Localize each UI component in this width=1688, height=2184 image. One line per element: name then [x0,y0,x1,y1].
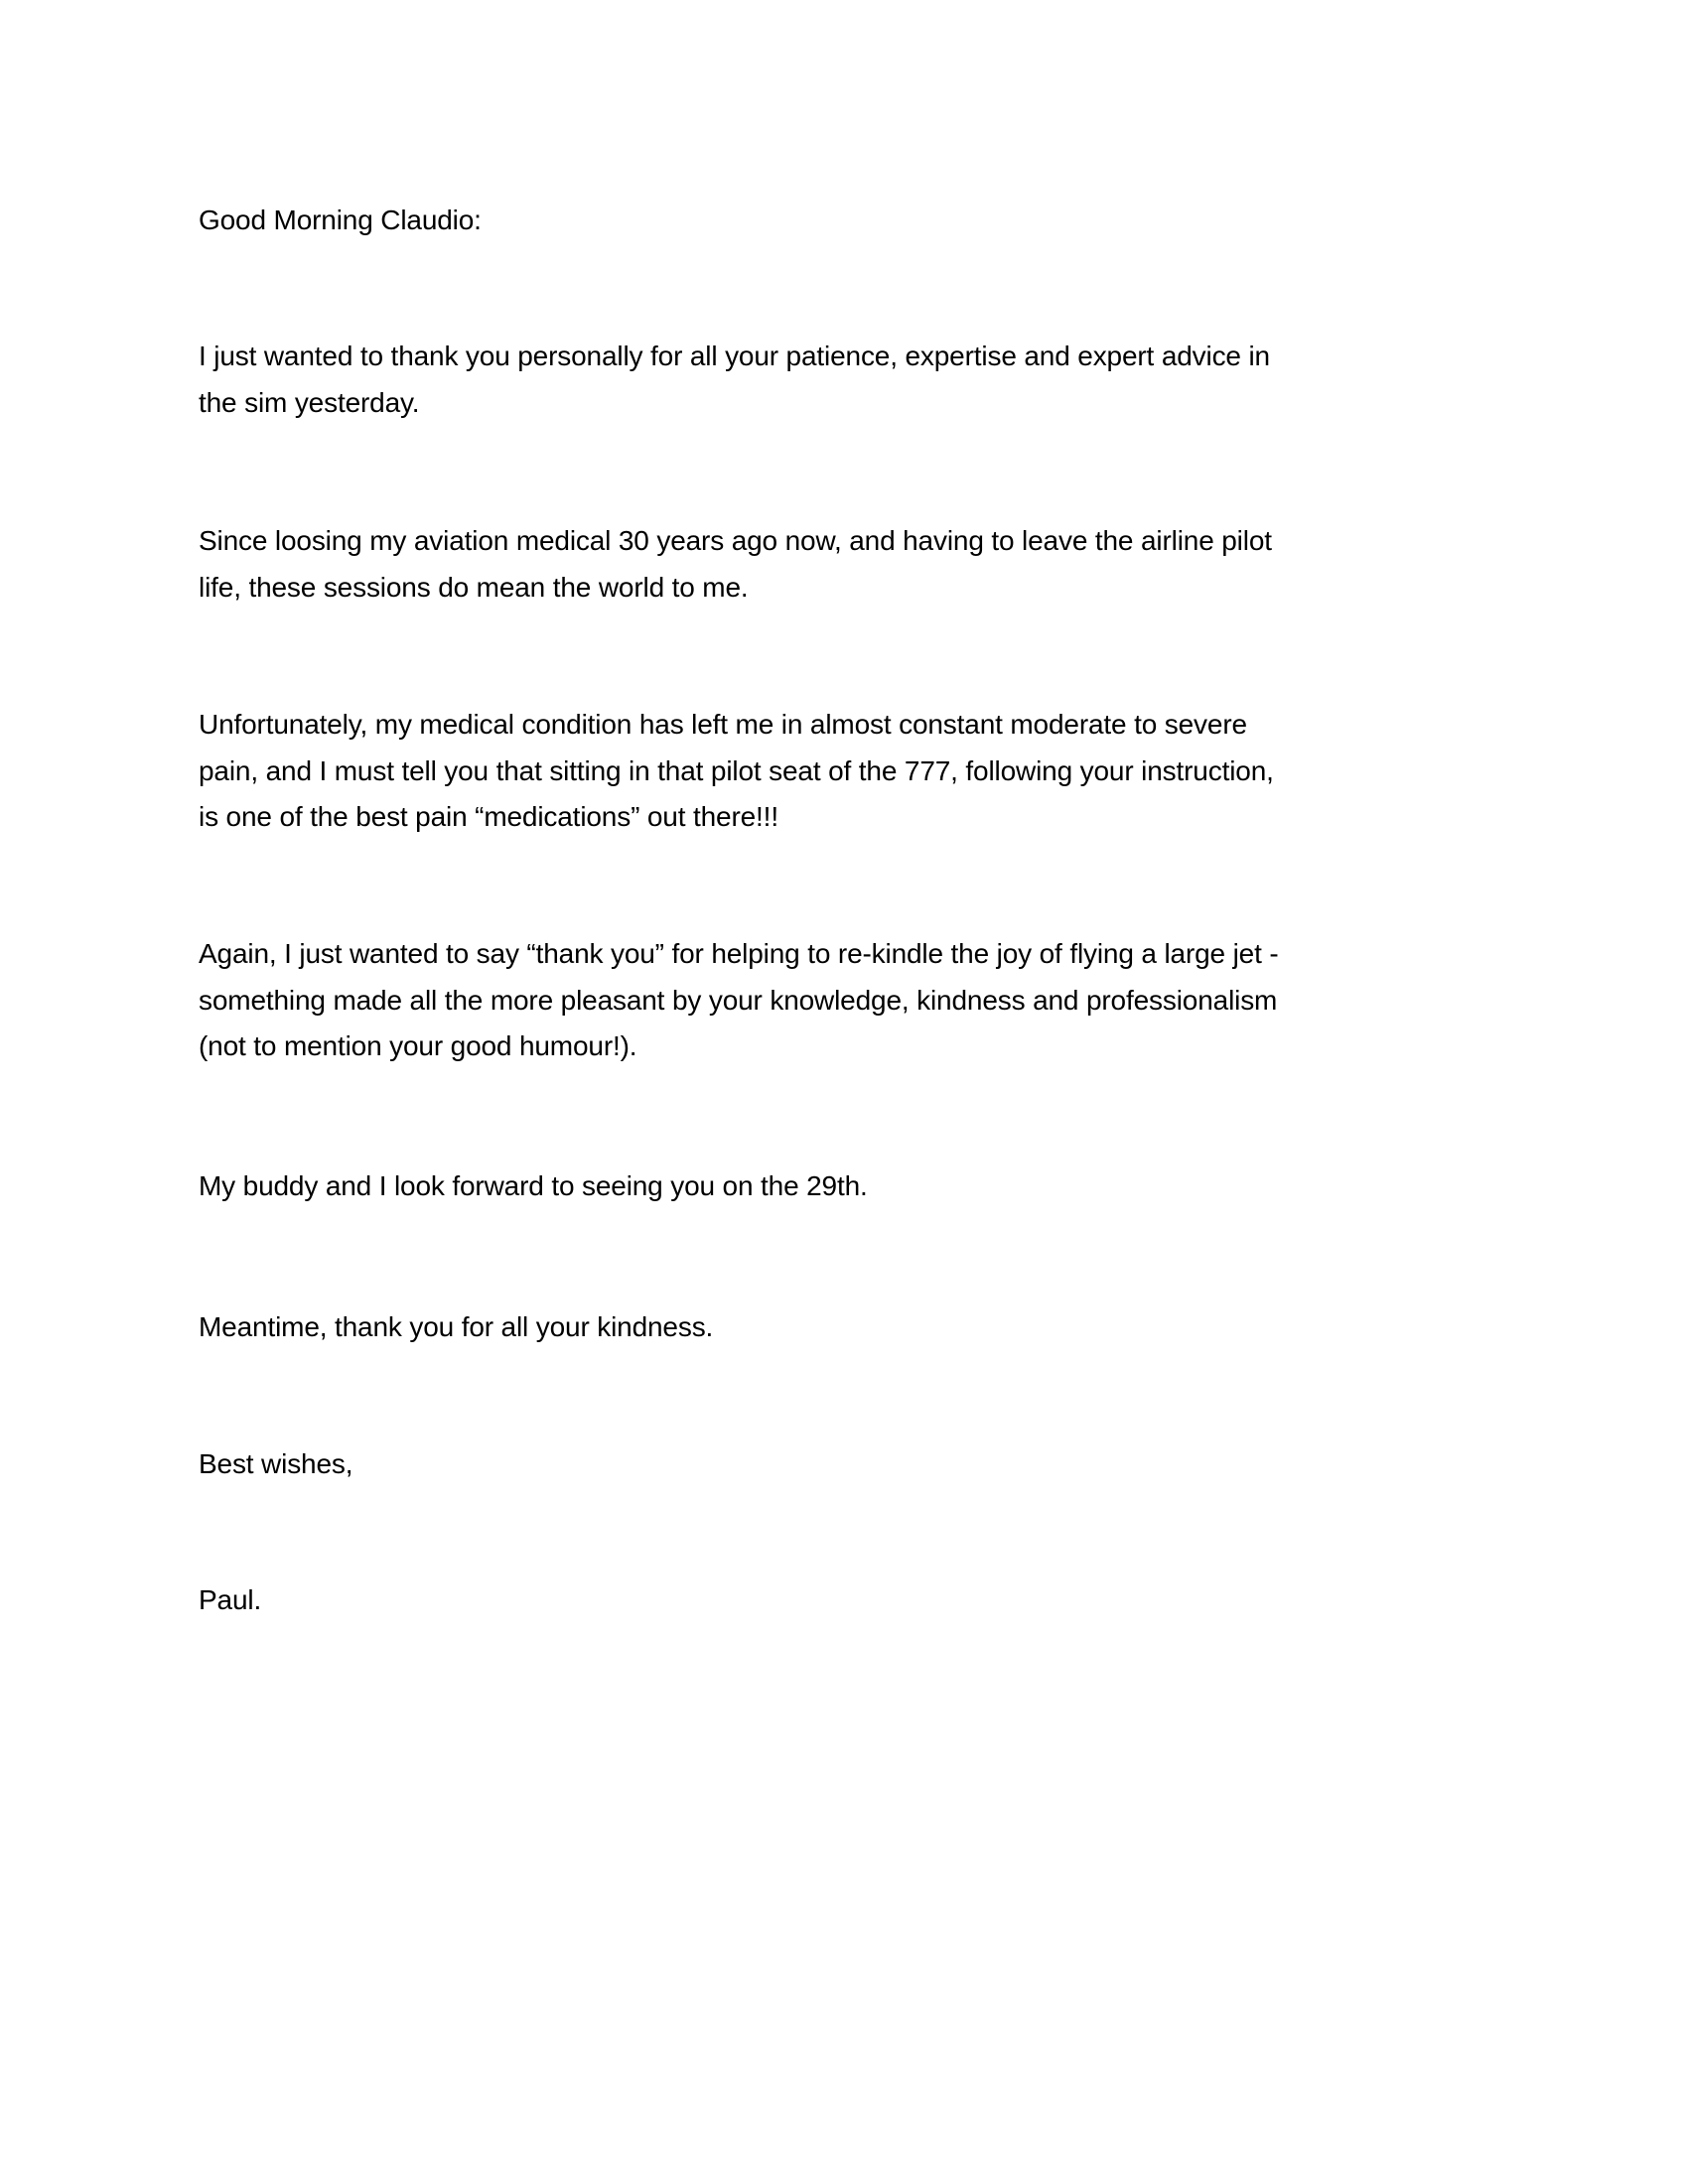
paragraph-line: pain, and I must tell you that sitting in that pilot seat of the 777, following your instruction, [199,754,1274,786]
paragraph-line: Since loosing my aviation medical 30 years ago now, and having to leave the airline pilot [199,525,1272,556]
greeting-text: Good Morning Claudio: [199,205,482,235]
paragraph-aviation-medical [199,518,1489,611]
paragraph-line: Unfortunately, my medical condition has left me in almost constant moderate to severe [199,709,1247,740]
paragraph-next-visit [199,1163,1489,1210]
closing [199,1441,1489,1488]
paragraph-medical-condition [199,702,1489,841]
paragraph-line: I just wanted to thank you personally for all your patience, expertise and expert advice in [199,341,1270,371]
greeting [199,198,1489,244]
paragraph-meantime [199,1304,1489,1351]
paragraph-line: something made all the more pleasant by your knowledge, kindness and professionalism [199,984,1278,1016]
paragraph-line: My buddy and I look forward to seeing you on the 29th. [199,1170,868,1201]
signature [199,1577,1489,1624]
paragraph-thank-you-again [199,931,1489,1070]
paragraph-line: Again, I just wanted to say “thank you” for helping to re-kindle the joy of flying a large jet - [199,938,1279,969]
paragraph-line: is one of the best pain “medications” out there!!! [199,801,778,832]
paragraph-line: life, these sessions do mean the world to me. [199,571,749,603]
closing-text: Best wishes, [199,1448,353,1479]
signature-text: Paul. [199,1584,262,1615]
paragraph-line: (not to mention your good humour!). [199,1030,637,1061]
paragraph-thanks [199,334,1489,426]
paragraph-line: Meantime, thank you for all your kindness. [199,1311,714,1342]
paragraph-line: the sim yesterday. [199,386,420,418]
